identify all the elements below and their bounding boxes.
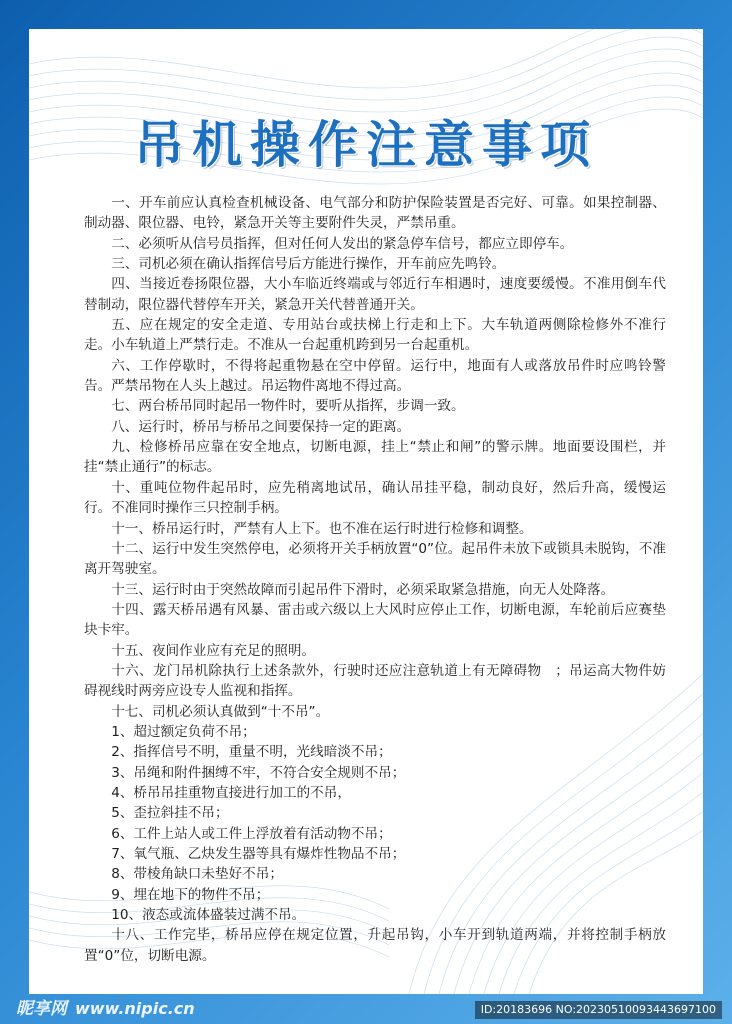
page-title: 吊机操作注意事项 — [134, 116, 598, 174]
rule-paragraph: 十三、运行时由于突然故障而引起吊件下滑时，必须采取紧急措施，向无人处降落。 — [111, 581, 615, 598]
rule-paragraph: 五、应在规定的安全走道、专用站台或扶梯上行走和上下。大车轨道两侧除检修外不准行走。小车轨道上严禁行走。不准从一台起重机跨到另一台起重机。 — [84, 317, 666, 354]
rule-list-item: 9、埋在地下的物件不吊； — [111, 886, 270, 903]
rule-paragraph: 十六、龙门吊机除执行上述条款外，行驶时还应注意轨道上有无障碍物 ；吊运高大物件妨碍视线时两旁应设专人监视和指挥。 — [84, 662, 666, 700]
watermark-bar — [0, 994, 732, 1024]
rule-list-item: 3、吊绳和附件捆缚不牢，不符合安全规则不吊； — [111, 764, 406, 781]
rule-list-item: 8、带棱角缺口未垫好不吊； — [111, 866, 283, 883]
rule-paragraph: 九、检修桥吊应靠在安全地点，切断电源，挂上“禁止和闸”的警示牌。地面要设围栏，并挂“禁止通行”的标志。 — [84, 439, 666, 476]
rule-paragraph: 一、开车前应认真检查机械设备、电气部分和防护保险装置是否完好、可靠。如果控制器、制动器、限位器、电铃，紧急开关等主要附件失灵，严禁吊重。 — [84, 195, 666, 232]
rule-paragraph: 十五、夜间作业应有充足的照明。 — [111, 642, 316, 659]
rule-paragraph: 十四、露天桥吊遇有风暴、雷击或六级以上大风时应停止工作，切断电源，车轮前后应赛垫块卡牢。 — [84, 601, 666, 639]
watermark-id: ID:20183696 NO:20230510093443697100 — [475, 1001, 722, 1019]
rule-list-item: 10、液态或流体盛装过满不吊。 — [111, 907, 306, 924]
rule-paragraph: 四、当接近卷扬限位器，大小车临近终端或与邻近行车相遇时，速度要缓慢。不准用倒车代替制动，限位器代替停车开关，紧急开关代替普通开关。 — [84, 276, 666, 313]
watermark-logo-text: 昵享网 — [16, 999, 67, 1019]
rule-list-item: 6、工件上站人或工件上浮放着有活动物不吊； — [111, 825, 392, 842]
rule-paragraph: 二、必须听从信号员指挥，但对任何人发出的紧急停车信号，都应立即停车。 — [111, 235, 574, 252]
rule-list-item: 2、指挥信号不明，重量不明，光线暗淡不吊； — [111, 744, 392, 761]
rule-paragraph: 七、两台桥吊同时起吊一物件时，要听从指挥，步调一致。 — [111, 398, 465, 415]
watermark-logo — [16, 994, 195, 1024]
rules-content — [84, 193, 666, 966]
rule-paragraph: 十八、工作完毕，桥吊应停在规定位置，升起吊钩，小车开到轨道两端，并将控制手柄放置“0”位，切断电源。 — [84, 927, 666, 964]
rule-paragraph: 八、运行时，桥吊与桥吊之间要保持一定的距离。 — [111, 418, 411, 435]
poster-panel — [29, 29, 703, 994]
rule-paragraph: 六、工作停歇时，不得将起重物悬在空中停留。运行中，地面有人或落放吊件时应鸣铃警告。严禁吊物在人头上越过。吊运物件离地不得过高。 — [84, 357, 666, 395]
rule-paragraph: 十七、司机必须认真做到“十不吊”。 — [111, 703, 330, 720]
rule-paragraph: 三、司机必须在确认指挥信号后方能进行操作，开车前应先鸣铃。 — [111, 256, 506, 273]
rule-list-item: 4、桥吊吊挂重物直接进行加工的不吊， — [111, 784, 351, 801]
rule-paragraph: 十一、桥吊运行时，严禁有人上下。也不准在运行时进行检修和调整。 — [111, 520, 533, 537]
rule-paragraph: 十二、运行中发生突然停电，必须将开关手柄放置“0”位。起吊件未放下或锁具未脱钩，不准离开驾驶室。 — [84, 540, 666, 578]
rule-paragraph: 十、重吨位物件起吊时，应先稍离地试吊，确认吊挂平稳，制动良好，然后升高，缓慢运行。不准同时操作三只控制手柄。 — [84, 479, 666, 517]
rule-list-item: 7、氧气瓶、乙炔发生器等具有爆炸性物品不吊； — [111, 846, 406, 862]
rule-list-item: 5、歪拉斜挂不吊； — [111, 805, 229, 822]
watermark-site: www.nipic.cn — [75, 999, 195, 1018]
rule-list-item: 1、超过额定负荷不吊； — [111, 723, 256, 740]
